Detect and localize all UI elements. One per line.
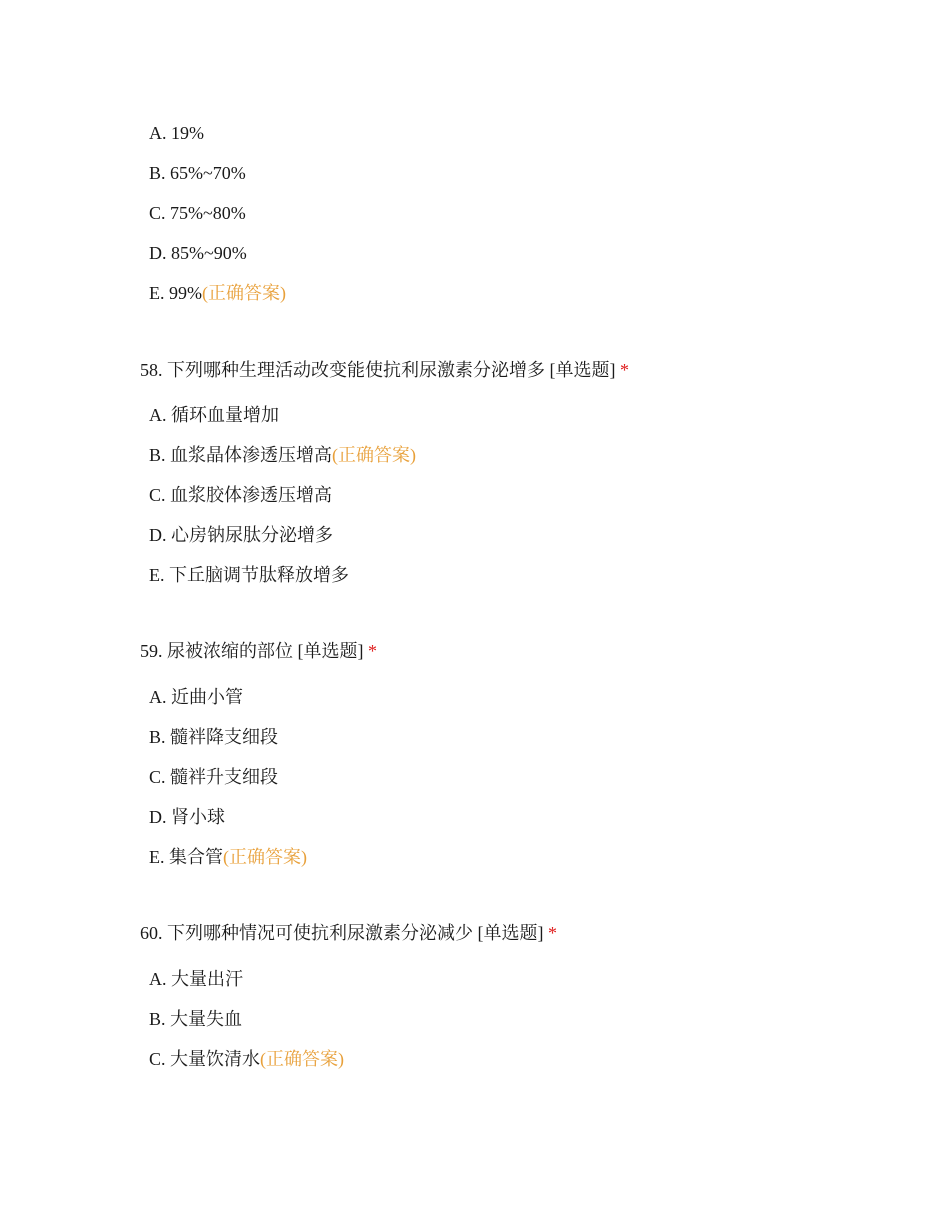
option-c [149,201,246,225]
option-d [149,805,225,829]
option-c [149,483,332,507]
option-text: A. 循环血量增加 [149,405,279,425]
option-a [149,685,243,709]
option-a [149,967,243,991]
correct-answer-tag: (正确答案) [223,847,307,867]
question-text: 60. 下列哪种情况可使抗利尿激素分泌减少 [单选题] [140,923,544,943]
option-text: A. 19% [149,123,204,143]
option-e [149,281,286,305]
option-b [149,725,278,749]
question-title [140,639,377,663]
correct-answer-tag: (正确答案) [260,1049,345,1069]
option-text: D. 肾小球 [149,807,225,827]
question-title [140,921,557,945]
question-text: 58. 下列哪种生理活动改变能使抗利尿激素分泌增多 [单选题] [140,360,616,380]
option-text: C. 75%~80% [149,203,246,223]
option-text: C. 血浆胶体渗透压增高 [149,485,333,505]
option-text: B. 大量失血 [149,1009,243,1029]
option-b [149,443,416,467]
option-c [149,1047,344,1071]
option-text: B. 髓袢降支细段 [149,727,279,747]
option-a [149,121,204,145]
option-text: E. 下丘脑调节肽释放增多 [149,565,349,585]
option-text: D. 心房钠尿肽分泌增多 [149,525,333,545]
option-a [149,403,279,427]
option-text: E. 99% [149,283,202,303]
required-mark: * [368,641,377,661]
correct-answer-tag: (正确答案) [202,283,286,303]
option-d [149,523,333,547]
question-text: 59. 尿被浓缩的部位 [单选题] [140,641,364,661]
option-b [149,161,246,185]
option-b [149,1007,242,1031]
option-text: D. 85%~90% [149,243,247,263]
correct-answer-tag: (正确答案) [332,445,417,465]
option-e [149,563,349,587]
option-text: A. 近曲小管 [149,687,243,707]
required-mark: * [548,923,557,943]
option-d [149,241,247,265]
required-mark: * [620,360,629,380]
option-e [149,845,307,869]
option-text: B. 血浆晶体渗透压增高 [149,445,333,465]
question-title [140,358,629,382]
option-text: E. 集合管 [149,847,223,867]
option-text: C. 大量饮清水 [149,1049,261,1069]
option-c [149,765,278,789]
option-text: A. 大量出汗 [149,969,243,989]
option-text: B. 65%~70% [149,163,246,183]
option-text: C. 髓袢升支细段 [149,767,279,787]
